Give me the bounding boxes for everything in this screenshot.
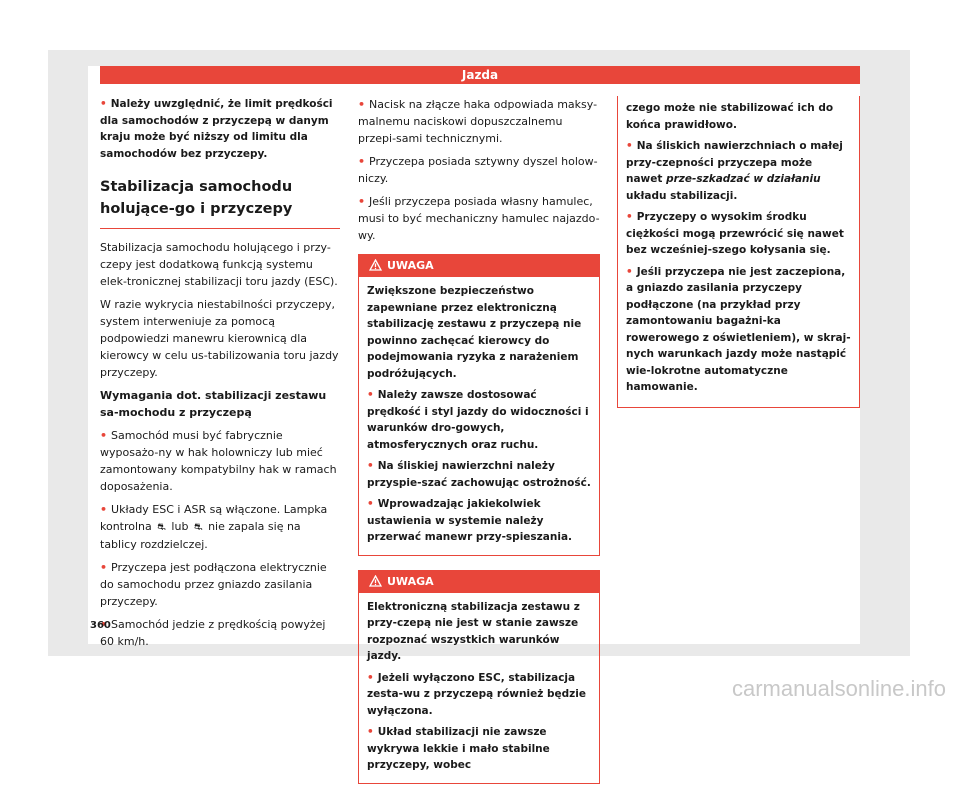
requirement-item: • Przyczepa jest podłączona elektrycznie do samochodu przez gniazdo zasilania przyczepy. xyxy=(100,559,340,610)
warning-item: • Przyczepy o wysokim środku ciężkości mogą przewrócić się nawet bez wcześniej-szego kołysania się. xyxy=(626,209,851,259)
intro-paragraph: Stabilizacja samochodu holującego i przy-czepy jest dodatkową funkcją systemu elek-tronicznej stabilizacji toru jazdy (ESC). xyxy=(100,241,338,288)
warning-title: UWAGA xyxy=(387,574,434,588)
section-title: Stabilizacja samochodu holujące-go i przyczepy xyxy=(100,176,340,229)
function-paragraph: W razie wykrycia niestabilności przyczepy, system interweniuje za pomocą podpowiedzi manewru kierownicą dla kierowcy w celu us-tabilizowania toru jazdy przyczepy. xyxy=(100,298,339,379)
warning-item: • Układ stabilizacji nie zawsze wykrywa lekkie i mało stabilne przyczepy, wobec xyxy=(367,724,591,774)
warning-body xyxy=(359,277,599,555)
warning-continuation: czego może nie stabilizować ich do końca prawidłowo. xyxy=(626,102,834,131)
warning-box-2 xyxy=(358,570,600,784)
warning-intro: Elektroniczną stabilizacja zestawu z przy-czepą nie jest w stanie zawsze rozpoznać wszystkich warunków jazdy. xyxy=(367,600,580,662)
requirement-connector: lub xyxy=(171,520,189,533)
warning-item xyxy=(626,138,851,204)
requirement-item: • Przyczepa posiada sztywny dyszel holow-niczy. xyxy=(358,153,600,187)
warning-triangle-icon xyxy=(369,259,382,271)
esc-off-lamp-icon: ⛐ xyxy=(193,522,203,533)
requirement-item: • Samochód jedzie z prędkością powyżej 60 km/h. xyxy=(100,616,340,650)
warning-header xyxy=(359,571,599,593)
warning-item: • Jeżeli wyłączono ESC, stabilizacja zesta-wu z przyczepą również będzie wyłączona. xyxy=(367,670,591,720)
column-middle xyxy=(358,96,600,798)
warning-box xyxy=(358,254,600,556)
requirement-item: • Nacisk na złącze haka odpowiada maksy-malnemu naciskowi dopuszczalnemu przepi-sami technicznymi. xyxy=(358,96,600,147)
warning-item: • Na śliskiej nawierzchni należy przyspie-szać zachowując ostrożność. xyxy=(367,458,591,491)
warning-body xyxy=(359,593,599,783)
warning-item-text: Na śliskich nawierzchniach o małej przy-czepności przyczepa może nawet xyxy=(626,140,843,185)
warning-continuation-box xyxy=(617,96,860,408)
requirement-item-esc xyxy=(100,501,340,553)
watermark: carmanualsonline.info xyxy=(731,676,946,701)
warning-item: • Jeśli przyczepa nie jest zaczepiona, a gniazdo zasilania przyczepy podłączone (na przykład przy zamontowaniu bagażni-ka rowerowego z oświetleniem), w skraj-nych warunkach jazdy może nastąpić wie-lokrotne automatyczne hamowanie. xyxy=(626,264,851,396)
warning-item-text-end: układu stabilizacji. xyxy=(626,189,738,202)
speed-limit-note: • Należy uwzględnić, że limit prędkości dla samochodów z przyczepą w danym kraju może być niższy od limitu dla samochodów bez przyczepy. xyxy=(100,96,340,162)
warning-item-emphasis: prze-szkadzać w działaniu xyxy=(666,173,821,185)
warning-item: • Należy zawsze dostosować prędkość i styl jazdy do widoczności i warunków dro-gowych, atmosferycznych oraz ruchu. xyxy=(367,387,591,453)
requirements-heading: Wymagania dot. stabilizacji zestawu sa-mochodu z przyczepą xyxy=(100,389,327,419)
requirement-item: • Jeśli przyczepa posiada własny hamulec, musi to być mechaniczny hamulec najazdo-wy. xyxy=(358,193,600,244)
warning-title: UWAGA xyxy=(387,259,434,272)
requirement-text: Układy ESC i ASR są włączone. Lampka kontrolna xyxy=(100,503,328,533)
warning-triangle-icon xyxy=(369,575,382,587)
requirement-item: • Samochód musi być fabrycznie wyposażo-ny w hak holowniczy lub mieć zamontowany kompatybilny hak w ramach doposażenia. xyxy=(100,427,340,495)
page-number: 360 xyxy=(90,620,111,631)
column-left xyxy=(100,96,340,656)
warning-intro: Zwiększone bezpieczeństwo zapewniane przez elektroniczną stabilizację zestawu z przyczepą nie powinno zachęcać kierowcy do podejmowania ryzyka z narażeniem podróżujących. xyxy=(367,285,582,380)
warning-header xyxy=(359,255,599,277)
column-right xyxy=(617,96,860,408)
warning-item: • Wprowadzając jakiekolwiek ustawienia w systemie należy przerwać manewr przy-spieszania. xyxy=(367,496,591,546)
chapter-header: Jazda xyxy=(100,66,860,84)
esc-warning-lamp-icon: ⛐ xyxy=(157,522,166,533)
requirement-text-end: nie zapala się na tablicy rozdzielczej. xyxy=(100,520,301,551)
